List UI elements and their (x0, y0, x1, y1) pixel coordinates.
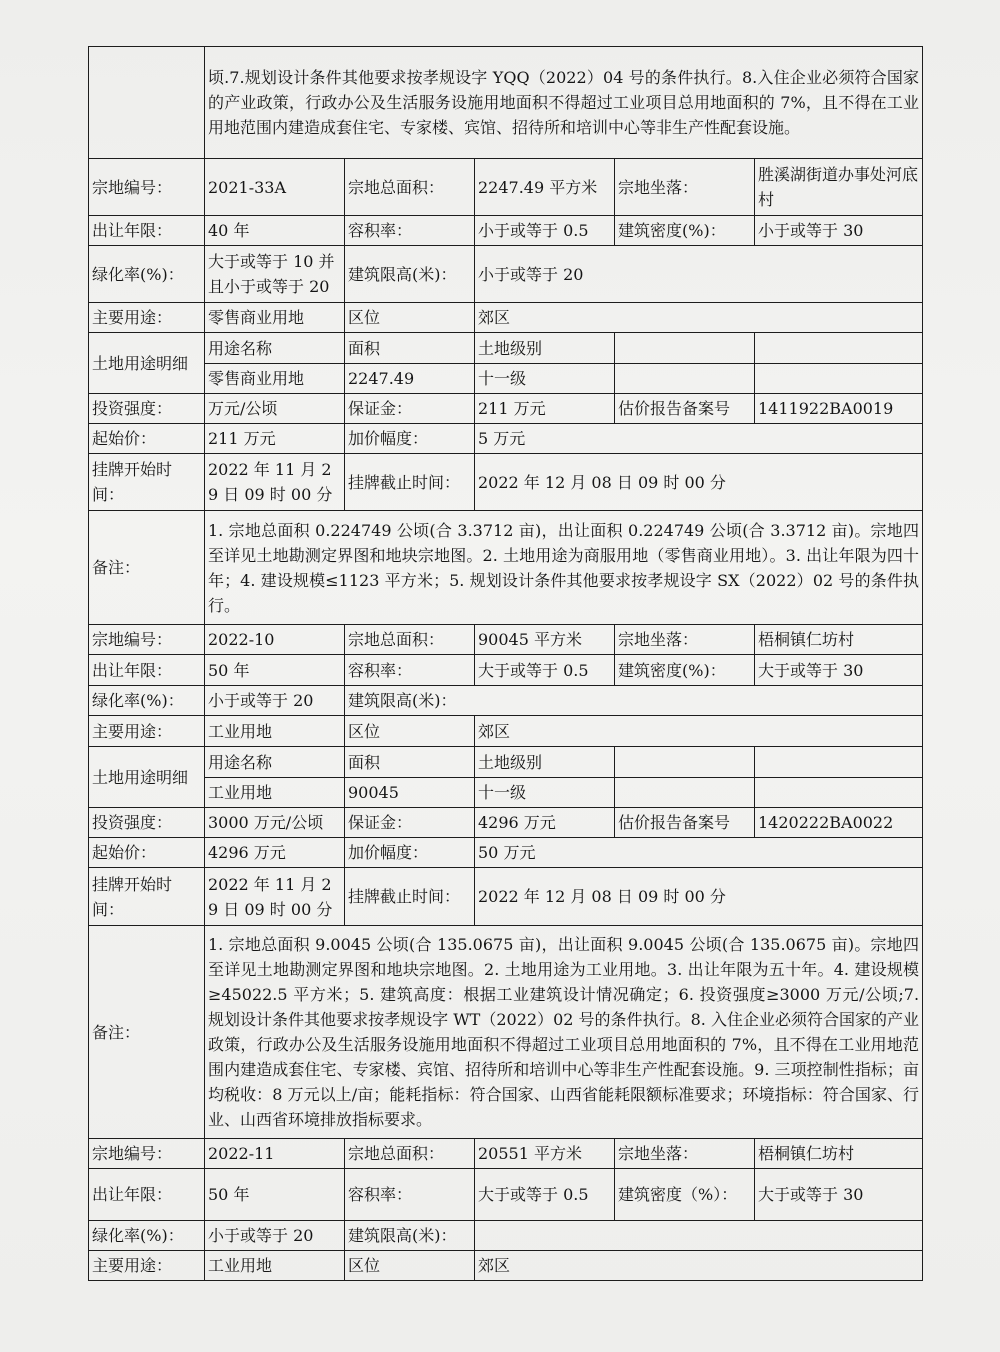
parcel-2-list-end: 2022 年 12 月 08 日 09 时 00 分 (475, 868, 923, 926)
parcel-2-row-basic (89, 625, 923, 655)
parcel-1-total-area: 2247.49 平方米 (475, 159, 615, 216)
label-use: 主要用途： (89, 1251, 205, 1281)
parcel-1-row-listing (89, 454, 923, 511)
parcel-2-row-listing (89, 868, 923, 926)
label-remark: 备注： (89, 926, 205, 1139)
parcel-2-start-price: 4296 万元 (205, 838, 345, 868)
parcel-2-detail-grade: 十一级 (475, 778, 615, 808)
parcel-1-row-remark (89, 511, 923, 625)
label-location: 宗地坐落： (615, 625, 755, 655)
empty-cell (89, 47, 205, 159)
label-appraisal: 估价报告备案号 (615, 808, 755, 838)
label-total-area: 宗地总面积： (345, 159, 475, 216)
label-term: 出让年限： (89, 655, 205, 686)
label-list-start: 挂牌开始时间： (89, 454, 205, 511)
parcel-3-row-basic (89, 1139, 923, 1169)
parcel-1-green: 大于或等于 10 并且小于或等于 20 (205, 246, 345, 303)
empty-cell (615, 333, 755, 364)
label-detail: 土地用途明细 (89, 747, 205, 808)
label-grade: 土地级别 (475, 333, 615, 364)
parcel-3-no: 2022-11 (205, 1139, 345, 1169)
parcel-2-term: 50 年 (205, 655, 345, 686)
parcel-2-no: 2022-10 (205, 625, 345, 655)
parcel-2-row-green (89, 686, 923, 716)
parcel-3-height (475, 1221, 923, 1251)
parcel-2-row-detail-values (89, 778, 923, 808)
parcel-1-density: 小于或等于 30 (755, 216, 923, 246)
label-far: 容积率： (345, 655, 475, 686)
parcel-1-no: 2021-33A (205, 159, 345, 216)
parcel-2-invest: 3000 万元/公顷 (205, 808, 345, 838)
label-zone: 区位 (345, 303, 475, 333)
empty-cell (755, 364, 923, 394)
parcel-1-appraisal-no: 1411922BA0019 (755, 394, 923, 424)
parcel-2-use: 工业用地 (205, 716, 345, 747)
parcel-3-use: 工业用地 (205, 1251, 345, 1281)
label-total-area: 宗地总面积： (345, 1139, 475, 1169)
label-green: 绿化率(%)： (89, 686, 205, 716)
parcel-2-row-price (89, 838, 923, 868)
label-green: 绿化率(%)： (89, 246, 205, 303)
parcel-2-row-use (89, 716, 923, 747)
parcel-1-detail-use: 零售商业用地 (205, 364, 345, 394)
label-height: 建筑限高(米)： (345, 686, 923, 716)
parcel-1-row-use (89, 303, 923, 333)
parcel-1-invest: 万元/公顷 (205, 394, 345, 424)
empty-cell (755, 778, 923, 808)
label-deposit: 保证金： (345, 808, 475, 838)
parcel-2-location: 梧桐镇仁坊村 (755, 625, 923, 655)
parcel-1-list-end: 2022 年 12 月 08 日 09 时 00 分 (475, 454, 923, 511)
label-list-end: 挂牌截止时间： (345, 868, 475, 926)
parcel-2-row-term (89, 655, 923, 686)
parcel-1-detail-grade: 十一级 (475, 364, 615, 394)
empty-cell (615, 364, 755, 394)
label-grade: 土地级别 (475, 747, 615, 778)
parcel-1-use: 零售商业用地 (205, 303, 345, 333)
empty-cell (615, 778, 755, 808)
empty-cell (755, 333, 923, 364)
label-parcel-no: 宗地编号： (89, 1139, 205, 1169)
parcel-1-far: 小于或等于 0.5 (475, 216, 615, 246)
label-increment: 加价幅度： (345, 838, 475, 868)
parcel-1-remark: 1. 宗地总面积 0.224749 公顷(合 3.3712 亩)，出让面积 0.224749 公顷(合 3.3712 亩)。宗地四至详见土地勘测定界图和地块宗地图。2. 土地用途为商服用地（零售商业用地）。3. 出让年限为四十年；4. 建设规模≤1123 平方米；5. 规划设计条件其他要求按孝规设字 SX（2022）02 号的条件执行。 (205, 511, 923, 625)
parcel-2-detail-area: 90045 (345, 778, 475, 808)
parcel-2-row-detail-head (89, 747, 923, 778)
parcel-1-deposit: 211 万元 (475, 394, 615, 424)
label-term: 出让年限： (89, 1169, 205, 1221)
parcel-3-green: 小于或等于 20 (205, 1221, 345, 1251)
label-density: 建筑密度(%)： (615, 216, 755, 246)
label-use: 主要用途： (89, 303, 205, 333)
parcel-2-list-start: 2022 年 11 月 29 日 09 时 00 分 (205, 868, 345, 926)
parcel-2-appraisal-no: 1420222BA0022 (755, 808, 923, 838)
parcel-1-row-term (89, 216, 923, 246)
label-use-name: 用途名称 (205, 333, 345, 364)
label-detail: 土地用途明细 (89, 333, 205, 394)
label-deposit: 保证金： (345, 394, 475, 424)
parcel-3-far: 大于或等于 0.5 (475, 1169, 615, 1221)
parcel-1-location: 胜溪湖街道办事处河底村 (755, 159, 923, 216)
label-green: 绿化率(%)： (89, 1221, 205, 1251)
parcel-1-list-start: 2022 年 11 月 29 日 09 时 00 分 (205, 454, 345, 511)
label-parcel-no: 宗地编号： (89, 159, 205, 216)
empty-cell (615, 747, 755, 778)
parcel-1-detail-area: 2247.49 (345, 364, 475, 394)
label-increment: 加价幅度： (345, 424, 475, 454)
label-appraisal: 估价报告备案号 (615, 394, 755, 424)
parcel-2-far: 大于或等于 0.5 (475, 655, 615, 686)
parcel-3-location: 梧桐镇仁坊村 (755, 1139, 923, 1169)
parcel-1-row-green (89, 246, 923, 303)
parcel-1-row-invest (89, 394, 923, 424)
parcel-3-zone: 郊区 (475, 1251, 923, 1281)
parcel-1-row-detail-values (89, 364, 923, 394)
parcel-1-row-basic (89, 159, 923, 216)
label-zone: 区位 (345, 1251, 475, 1281)
continuation-row (89, 47, 923, 159)
parcel-1-height: 小于或等于 20 (475, 246, 923, 303)
label-start-price: 起始价： (89, 424, 205, 454)
parcel-1-zone: 郊区 (475, 303, 923, 333)
parcel-3-total-area: 20551 平方米 (475, 1139, 615, 1169)
label-list-end: 挂牌截止时间： (345, 454, 475, 511)
label-zone: 区位 (345, 716, 475, 747)
parcel-3-row-green (89, 1221, 923, 1251)
parcel-2-zone: 郊区 (475, 716, 923, 747)
parcel-2-row-remark (89, 926, 923, 1139)
label-parcel-no: 宗地编号： (89, 625, 205, 655)
label-height: 建筑限高(米)： (345, 246, 475, 303)
parcel-3-row-use (89, 1251, 923, 1281)
continuation-note: 顷.7.规划设计条件其他要求按孝规设字 YQQ（2022）04 号的条件执行。8.入住企业必须符合国家的产业政策，行政办公及生活服务设施用地面积不得超过工业项目总用地面积的 7%，且不得在工业用地范围内建造成套住宅、专家楼、宾馆、招待所和培训中心等非生产性配套设施。 (205, 47, 923, 159)
parcel-2-deposit: 4296 万元 (475, 808, 615, 838)
label-remark: 备注： (89, 511, 205, 625)
label-invest: 投资强度： (89, 394, 205, 424)
parcel-1-increment: 5 万元 (475, 424, 923, 454)
label-density: 建筑密度(%)： (615, 655, 755, 686)
parcel-1-row-detail-head (89, 333, 923, 364)
label-start-price: 起始价： (89, 838, 205, 868)
parcel-2-density: 大于或等于 30 (755, 655, 923, 686)
label-use-name: 用途名称 (205, 747, 345, 778)
parcel-3-term: 50 年 (205, 1169, 345, 1221)
label-height: 建筑限高(米)： (345, 1221, 475, 1251)
parcel-2-detail-use: 工业用地 (205, 778, 345, 808)
label-far: 容积率： (345, 216, 475, 246)
label-location: 宗地坐落： (615, 1139, 755, 1169)
label-far: 容积率： (345, 1169, 475, 1221)
parcel-1-start-price: 211 万元 (205, 424, 345, 454)
label-density: 建筑密度（%）： (615, 1169, 755, 1221)
label-area: 面积 (345, 333, 475, 364)
parcel-3-density: 大于或等于 30 (755, 1169, 923, 1221)
parcel-2-total-area: 90045 平方米 (475, 625, 615, 655)
label-term: 出让年限： (89, 216, 205, 246)
parcel-2-green: 小于或等于 20 (205, 686, 345, 716)
parcel-2-row-invest (89, 808, 923, 838)
empty-cell (755, 747, 923, 778)
label-invest: 投资强度： (89, 808, 205, 838)
label-area: 面积 (345, 747, 475, 778)
parcel-1-row-price (89, 424, 923, 454)
label-location: 宗地坐落： (615, 159, 755, 216)
land-parcel-table (88, 46, 923, 1281)
parcel-2-remark: 1. 宗地总面积 9.0045 公顷(合 135.0675 亩)，出让面积 9.0045 公顷(合 135.0675 亩)。宗地四至详见土地勘测定界图和地块宗地图。2. 土地用途为工业用地。3. 出让年限为五十年。4. 建设规模≥45022.5 平方米；5. 建筑高度：根据工业建筑设计情况确定；6. 投资强度≥3000 万元/公顷;7. 规划设计条件其他要求按孝规设字 WT（2022）02 号的条件执行。8. 入住企业必须符合国家的产业政策，行政办公及生活服务设施用地面积不得超过工业项目总用地面积的 7%，且不得在工业用地范围内建造成套住宅、专家楼、宾馆、招待所和培训中心等非生产性配套设施。9. 三项控制性指标；亩均税收：8 万元以上/亩；能耗指标：符合国家、山西省能耗限额标准要求；环境指标：符合国家、行业、山西省环境排放指标要求。 (205, 926, 923, 1139)
parcel-1-term: 40 年 (205, 216, 345, 246)
label-list-start: 挂牌开始时间： (89, 868, 205, 926)
label-total-area: 宗地总面积： (345, 625, 475, 655)
parcel-2-increment: 50 万元 (475, 838, 923, 868)
parcel-3-row-term (89, 1169, 923, 1221)
label-use: 主要用途： (89, 716, 205, 747)
